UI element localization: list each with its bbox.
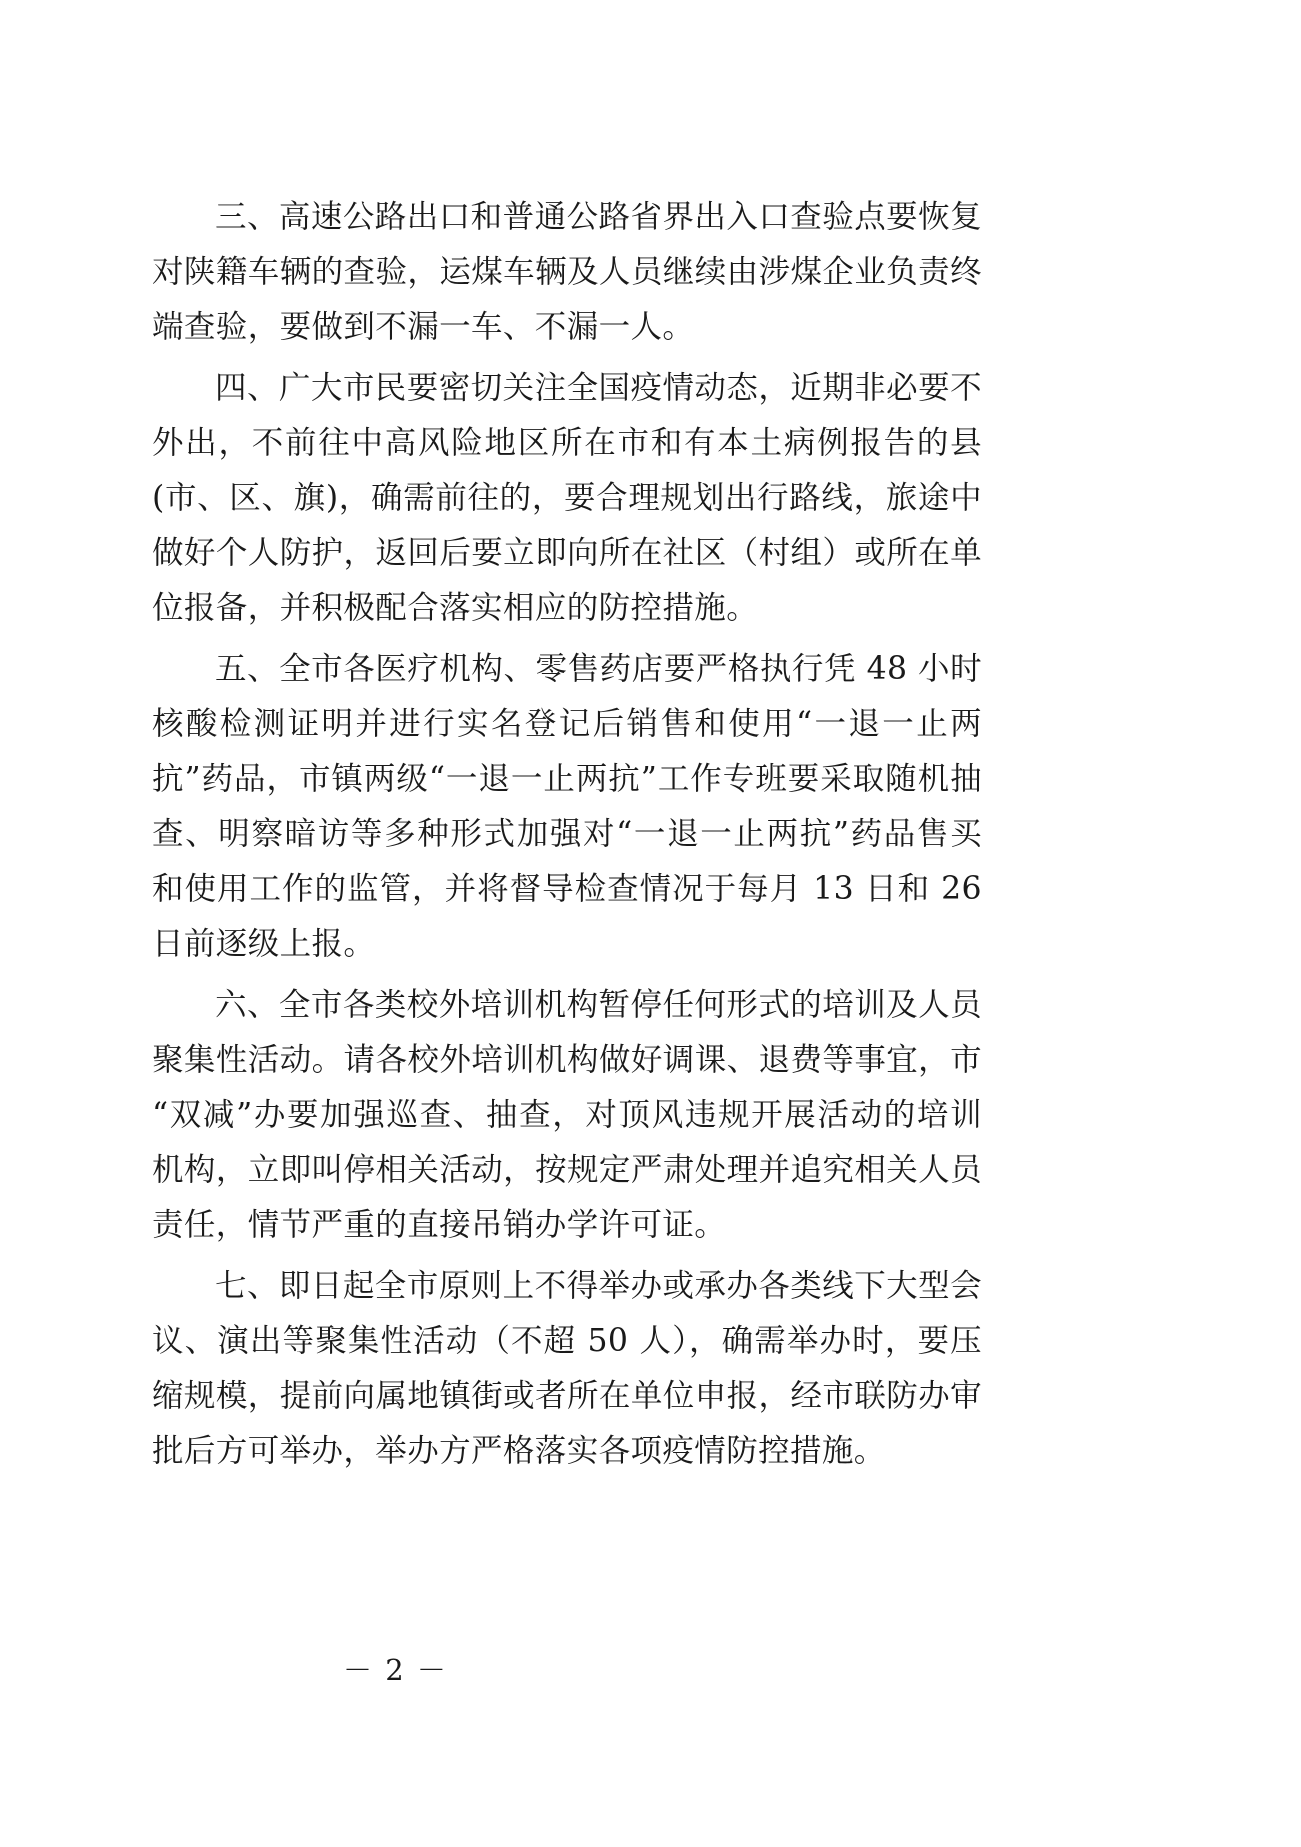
paragraph-5: 五、全市各医疗机构、零售药店要严格执行凭 48 小时核酸检测证明并进行实名登记后销售和使用“一退一止两抗”药品，市镇两级“一退一止两抗”工作专班要采取随机抽查、明察暗访等多种形式加强对“一退一止两抗”药品售买和使用工作的监管，并将督导检查情况于每月 13 日和 26 日前逐级上报。 [152,651,982,962]
paragraph-7: 七、即日起全市原则上不得举办或承办各类线下大型会议、演出等聚集性活动（不超 50 人），确需举办时，要压缩规模，提前向属地镇街或者所在单位申报，经市联防办审批后方可举办，举办方严格落实各项疫情防控措施。 [152,1268,982,1469]
paragraph-6: 六、全市各类校外培训机构暂停任何形式的培训及人员聚集性活动。请各校外培训机构做好调课、退费等事宜，市“双减”办要加强巡查、抽查，对顶风违规开展活动的培训机构，立即叫停相关活动，按规定严肃处理并追究相关人员责任，情节严重的直接吊销办学许可证。 [152,987,982,1243]
document-body [152,190,982,1479]
paragraph-3: 三、高速公路出口和普通公路省界出入口查验点要恢复对陕籍车辆的查验，运煤车辆及人员继续由涉煤企业负责终端查验，要做到不漏一车、不漏一人。 [152,199,982,345]
paragraph-4: 四、广大市民要密切关注全国疫情动态，近期非必要不外出，不前往中高风险地区所在市和有本土病例报告的县(市、区、旗)，确需前往的，要合理规划出行路线，旅途中做好个人防护，返回后要立即向所在社区（村组）或所在单位报备，并积极配合落实相应的防控措施。 [152,370,982,626]
page-number-label: － 2 － [343,1653,448,1687]
page-number [0,1648,1301,1689]
